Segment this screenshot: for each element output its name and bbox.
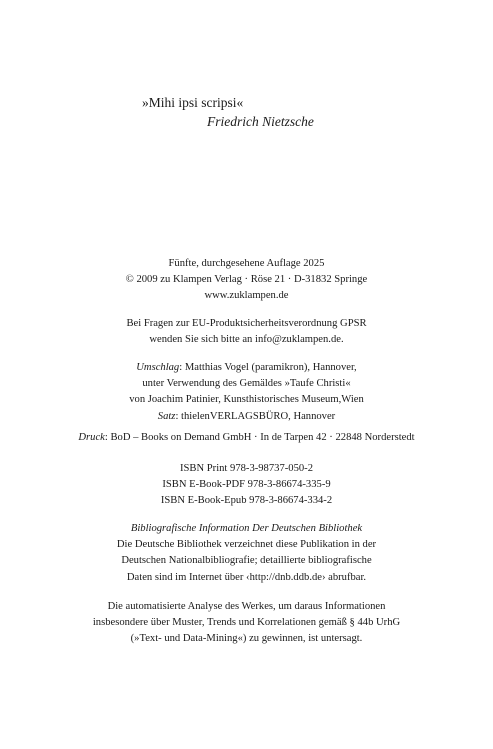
gpsr-line-2: wenden Sie sich bitte an info@zuklampen.de. [149, 334, 344, 346]
publisher-website: www.zuklampen.de [204, 290, 289, 302]
cover-credit [0, 360, 493, 376]
edition-line: Fünfte, durchgesehene Auflage 2025 [168, 258, 325, 269]
credits [0, 360, 493, 425]
cover-credit-line-2: unter Verwendung des Gemäldes »Taufe Christi« [142, 378, 351, 390]
epigraph-quote: »Mihi ipsi scripsi« [142, 95, 244, 110]
bibliographic-line-2: Deutschen Nationalbibliografie; detaillierte bibliografische [121, 555, 372, 567]
gpsr-line-1: Bei Fragen zur EU-Produktsicherheitsverordnung GPSR [126, 318, 367, 329]
isbn-epub: ISBN E-Book-Epub 978-3-86674-334-2 [160, 495, 333, 507]
typesetting-credit [0, 409, 493, 425]
print-label: Druck [78, 432, 105, 443]
bibliographic-line-1: Die Deutsche Bibliothek verzeichnet diese Publikation in der [116, 539, 377, 551]
text-mining-line-1: Die automatisierte Analyse des Werkes, um daraus Informationen [107, 601, 386, 612]
cover-label: Umschlag [136, 362, 180, 373]
text-mining-notice [0, 599, 493, 648]
print-credit-line [0, 430, 493, 446]
gpsr-notice [0, 316, 493, 348]
typesetting-text: : thielenVERLAGSBÜRO, Hannover [175, 410, 336, 422]
text-mining-line-3: (»Text- und Data-Mining«) zu gewinnen, ist untersagt. [130, 633, 363, 645]
bibliographic-info [0, 521, 493, 586]
text-mining-line-2: insbesondere über Muster, Trends und Korrelationen gemäß § 44b UrhG [92, 617, 401, 629]
isbn-pdf: ISBN E-Book-PDF 978-3-86674-335-9 [162, 479, 331, 491]
print-text: : BoD – Books on Demand GmbH · In de Tarpen 42 · 22848 Norderstedt [104, 432, 415, 443]
print-credit [0, 430, 493, 446]
cover-text: : Matthias Vogel (paramikron), Hannover, [179, 362, 357, 373]
epigraph-author: Friedrich Nietzsche [207, 114, 314, 129]
bibliographic-heading: Bibliografische Information Der Deutschen Bibliothek [130, 523, 363, 534]
isbn-print: ISBN Print 978-3-98737-050-2 [179, 463, 313, 474]
isbn-list [0, 461, 493, 510]
edition-notice [0, 256, 493, 305]
typesetting-label: Satz [157, 410, 176, 422]
cover-credit-line-3: von Joachim Patinier, Kunsthistorisches Museum,Wien [129, 394, 364, 406]
copyright-line: © 2009 zu Klampen Verlag · Röse 21 · D-31832 Springe [125, 274, 368, 286]
bibliographic-line-3: Daten sind im Internet über ‹http://dnb.ddb.de› abrufbar. [126, 571, 367, 583]
